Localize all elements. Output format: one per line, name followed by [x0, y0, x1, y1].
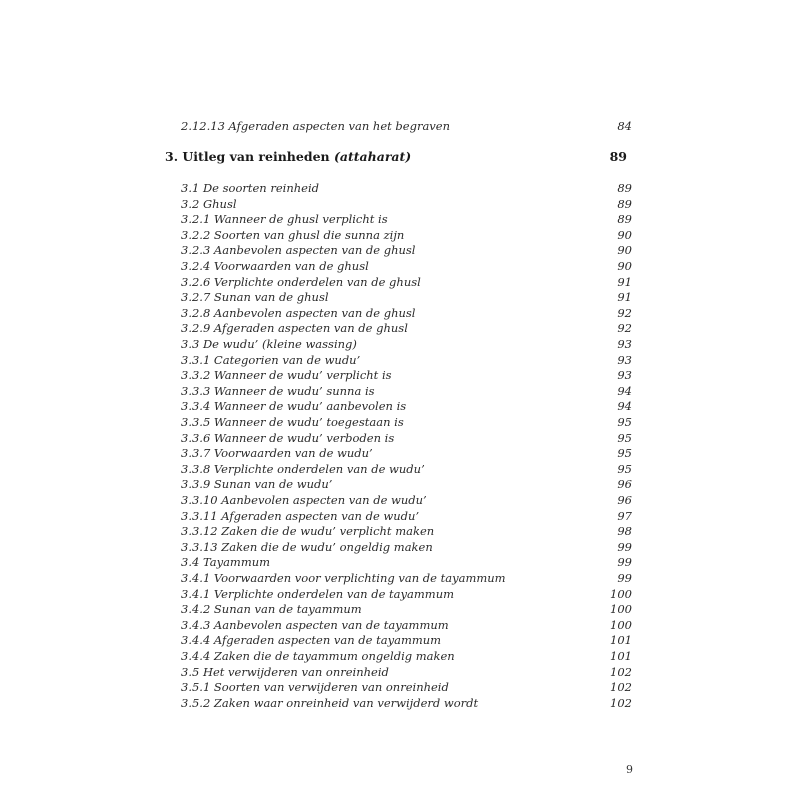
toc-entry-page: 102	[610, 664, 632, 679]
toc-entry	[181, 492, 632, 508]
toc-entry-page: 100	[610, 586, 632, 601]
toc-entry-page: 89	[617, 196, 632, 211]
toc-entry-label: 3.3.13 Zaken die de wudu’ ongeldig maken	[181, 539, 433, 554]
toc-entry-label: 3.3.8 Verplichte onderdelen van de wudu’	[181, 461, 425, 476]
toc-entry	[181, 367, 632, 383]
toc-entry-page: 102	[610, 680, 632, 695]
toc-entry-page: 99	[617, 571, 632, 585]
toc-entry-page: 96	[617, 477, 632, 492]
toc-entry-page: 93	[617, 352, 632, 367]
toc-entry-page: 100	[610, 602, 632, 617]
toc-entry-page: 96	[617, 493, 632, 507]
toc-entry-label: 3.2.7 Sunan van de ghusl	[181, 290, 329, 305]
toc-entry	[181, 601, 632, 617]
chapter-page: 89	[609, 149, 627, 164]
toc-entry-page: 101	[610, 633, 632, 648]
toc-entry	[181, 305, 632, 321]
toc-entry-label: 3.3.12 Zaken die de wudu’ verplicht maken	[181, 524, 435, 539]
toc-entry	[181, 430, 632, 446]
toc-entry-page: 91	[617, 274, 632, 289]
toc-entry	[181, 570, 632, 586]
toc-entry	[181, 352, 632, 368]
toc-entry-label: 2.12.13 Afgeraden aspecten van het begraven	[181, 119, 451, 133]
toc-entry-page: 98	[617, 524, 632, 539]
toc-entry-page: 93	[617, 337, 632, 351]
toc-entry	[181, 274, 632, 290]
toc-entry-label: 3.3.2 Wanneer de wudu’ verplicht is	[181, 368, 392, 383]
toc-entry-page: 90	[617, 227, 632, 242]
toc-entry	[181, 695, 632, 711]
toc-entry-label: 3.3.11 Afgeraden aspecten van de wudu’	[181, 508, 420, 523]
toc-entry	[181, 586, 632, 602]
toc-entry-prev	[181, 118, 632, 134]
toc-entry	[181, 445, 632, 461]
toc-entry-label: 3.2.8 Aanbevolen aspecten van de ghusl	[181, 305, 416, 320]
toc-entry-page: 94	[617, 399, 632, 414]
toc-entry	[181, 320, 632, 336]
toc-entry-label: 3.3.9 Sunan van de wudu’	[181, 477, 333, 492]
toc-entry-label: 3.2.6 Verplichte onderdelen van de ghusl	[181, 274, 421, 289]
toc-entry-label: 3.3.3 Wanneer de wudu’ sunna is	[181, 383, 375, 398]
toc-entry	[181, 461, 632, 477]
toc-entry	[181, 664, 632, 680]
toc-entry-page: 84	[617, 119, 632, 133]
toc-entry	[181, 632, 632, 648]
toc-entry-page: 99	[617, 555, 632, 570]
toc-entry	[181, 554, 632, 570]
toc-entry-label: 3.5 Het verwijderen van onreinheid	[181, 664, 389, 679]
toc-entry-page: 90	[617, 243, 632, 258]
toc-entry	[181, 258, 632, 274]
toc-entry-label: 3.2 Ghusl	[181, 196, 237, 211]
toc-entry-label: 3.3.6 Wanneer de wudu’ verboden is	[181, 430, 395, 445]
toc-entry-page: 93	[617, 368, 632, 383]
toc-entry-page: 102	[610, 695, 632, 710]
toc-entry-page: 90	[617, 259, 632, 273]
toc-entry-page: 95	[617, 461, 632, 476]
toc-entry-label: 3.3 De wudu’ (kleine wassing)	[181, 337, 357, 351]
toc-entry	[181, 508, 632, 524]
toc-entry-page: 95	[617, 430, 632, 445]
toc-entry	[181, 180, 632, 196]
toc-entry-page: 100	[610, 617, 632, 632]
toc-entry-label: 3.3.1 Categorien van de wudu’	[181, 352, 361, 367]
toc-entry-page: 89	[617, 212, 632, 227]
toc-entry	[181, 476, 632, 492]
toc-entry-page: 92	[617, 305, 632, 320]
toc-entry	[181, 289, 632, 305]
toc-entry-label: 3.4.1 Voorwaarden voor verplichting van de tayammum	[181, 571, 506, 585]
toc-entry-page: 92	[617, 321, 632, 336]
toc-entry-label: 3.2.4 Voorwaarden van de ghusl	[181, 259, 369, 273]
toc-entry	[181, 523, 632, 539]
toc-entry-page: 91	[617, 290, 632, 305]
toc-entry	[181, 679, 632, 695]
toc-entry-label: 3.3.4 Wanneer de wudu’ aanbevolen is	[181, 399, 407, 414]
toc-entry-page: 99	[617, 539, 632, 554]
toc-entry-label: 3.4 Tayammum	[181, 555, 271, 570]
toc-entry-label: 3.4.2 Sunan van de tayammum	[181, 602, 362, 617]
toc-entry-label: 3.3.10 Aanbevolen aspecten van de wudu’	[181, 493, 427, 507]
toc-entry-page: 97	[617, 508, 632, 523]
toc-entry-label: 3.4.4 Afgeraden aspecten van de tayammum	[181, 633, 442, 648]
toc-entry-label: 3.2.2 Soorten van ghusl die sunna zijn	[181, 227, 405, 242]
toc-entry-page: 101	[610, 649, 632, 663]
toc-entry-label: 3.4.3 Aanbevolen aspecten van de tayammum	[181, 617, 449, 632]
toc-entry-page: 94	[617, 383, 632, 398]
toc-entry-page: 89	[617, 181, 632, 195]
toc-entry-label: 3.2.3 Aanbevolen aspecten van de ghusl	[181, 243, 416, 258]
toc-entry	[181, 227, 632, 243]
toc-entry	[181, 398, 632, 414]
toc-entry	[181, 196, 632, 212]
toc-entry	[181, 242, 632, 258]
toc-entry	[181, 383, 632, 399]
page-number: 9	[626, 763, 633, 776]
toc-entry	[181, 211, 632, 227]
toc-entry-label: 3.4.4 Zaken die de tayammum ongeldig maken	[181, 649, 455, 663]
toc-entry-label: 3.2.1 Wanneer de ghusl verplicht is	[181, 212, 388, 227]
toc-entry	[181, 336, 632, 352]
toc-entry-label: 3.1 De soorten reinheid	[181, 181, 319, 195]
toc-entry-label: 3.3.5 Wanneer de wudu’ toegestaan is	[181, 415, 404, 429]
toc-entry-page: 95	[617, 415, 632, 429]
toc-entry-label: 3.2.9 Afgeraden aspecten van de ghusl	[181, 321, 408, 336]
toc-entry	[181, 539, 632, 555]
toc-entry-label: 3.4.1 Verplichte onderdelen van de tayammum	[181, 586, 455, 601]
chapter-heading	[165, 148, 627, 166]
toc-entry	[181, 414, 632, 430]
toc-entry-label: 3.3.7 Voorwaarden van de wudu’	[181, 446, 373, 461]
chapter-number-title: 3. Uitleg van reinheden	[165, 149, 330, 164]
toc-entry	[181, 617, 632, 633]
toc-entry-label: 3.5.1 Soorten van verwijderen van onreinheid	[181, 680, 449, 695]
toc-entry	[181, 648, 632, 664]
toc-entry-page: 95	[617, 446, 632, 461]
chapter-title	[165, 148, 411, 166]
chapter-subtitle: (attaharat)	[333, 149, 412, 164]
toc-entry-label: 3.5.2 Zaken waar onreinheid van verwijderd wordt	[181, 695, 479, 710]
